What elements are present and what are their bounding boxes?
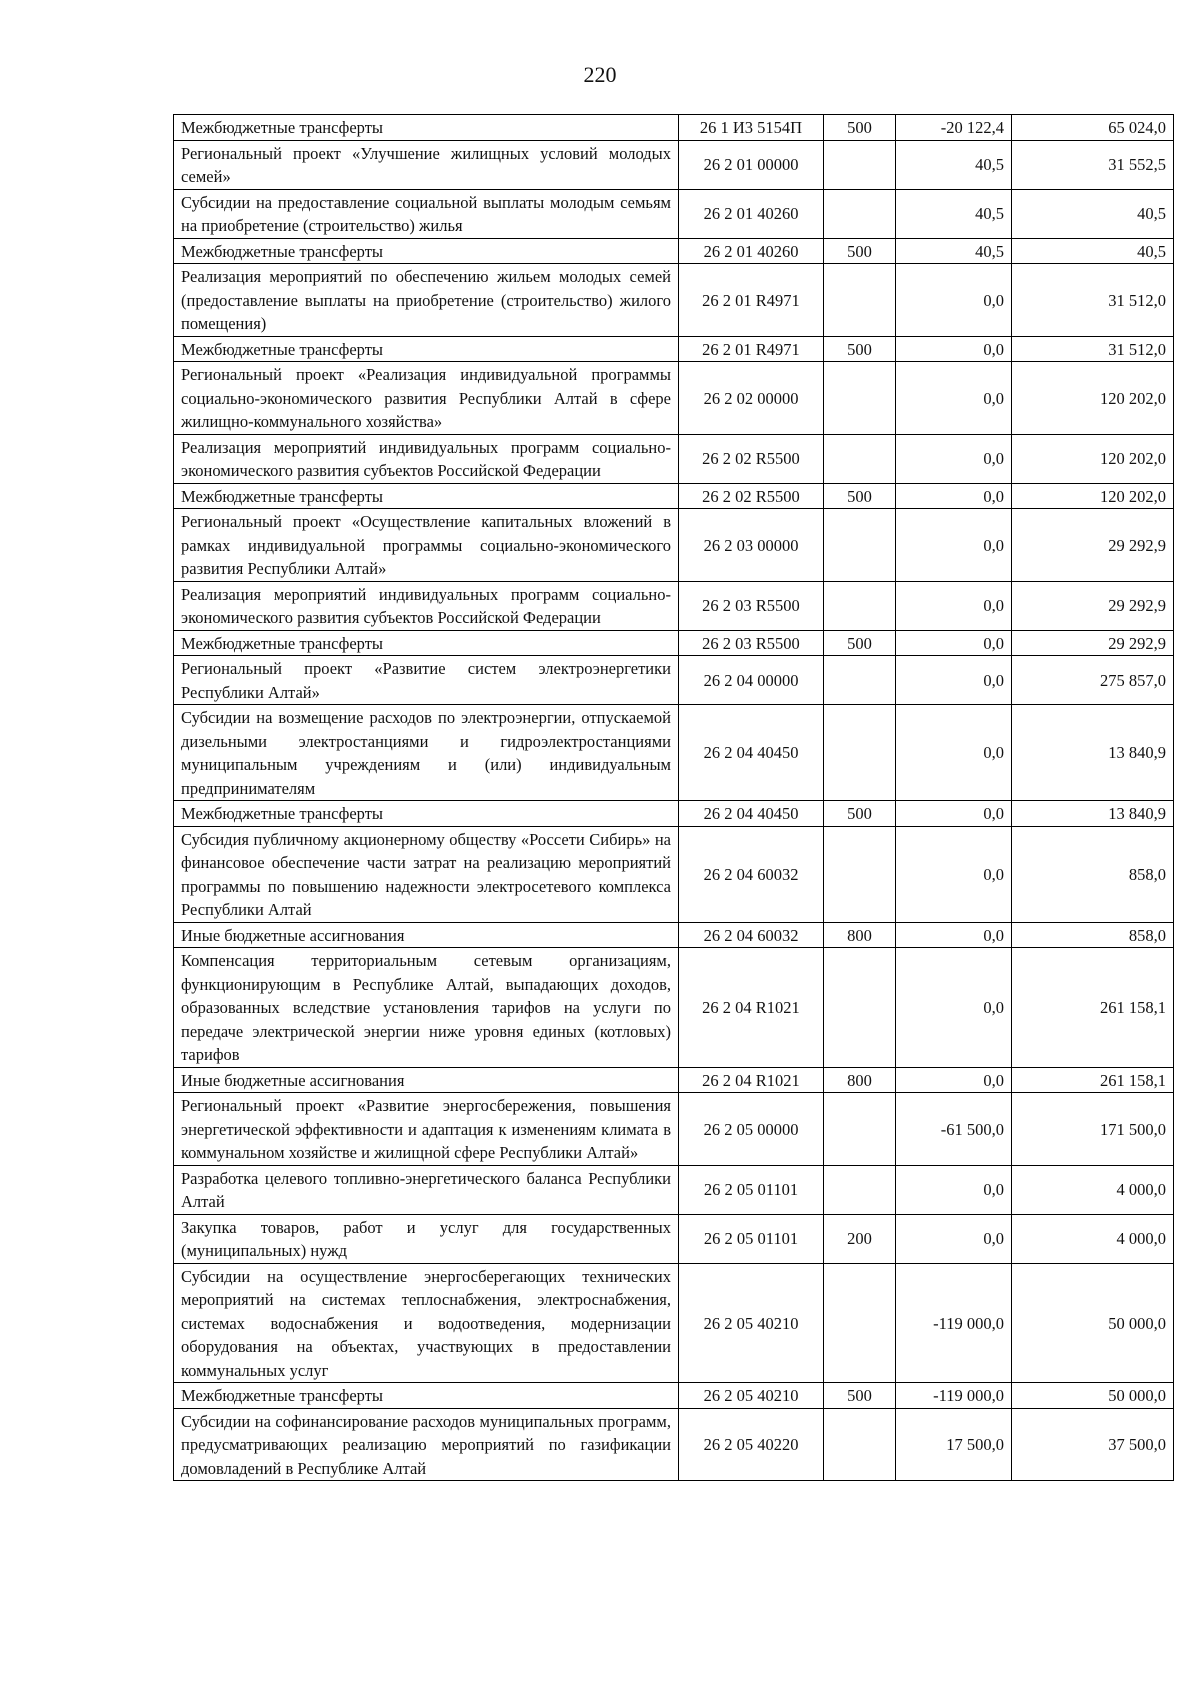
table-row (174, 656, 1174, 705)
item-name-cell: Межбюджетные трансферты (174, 238, 679, 264)
amount-total-cell: 50 000,0 (1012, 1263, 1174, 1383)
amount-total-cell: 40,5 (1012, 189, 1174, 238)
expense-type-cell (824, 509, 896, 582)
amount-change-cell: 0,0 (896, 264, 1012, 337)
table-row (174, 1067, 1174, 1093)
target-article-code-cell: 26 2 01 R4971 (679, 336, 824, 362)
expense-type-cell (824, 826, 896, 922)
table-row (174, 948, 1174, 1068)
target-article-code-cell: 26 2 04 R1021 (679, 948, 824, 1068)
amount-total-cell: 858,0 (1012, 826, 1174, 922)
expense-type-cell: 500 (824, 801, 896, 827)
expense-type-cell: 500 (824, 115, 896, 141)
amount-change-cell: -119 000,0 (896, 1383, 1012, 1409)
target-article-code-cell: 26 2 01 00000 (679, 140, 824, 189)
table-row (174, 336, 1174, 362)
table-row (174, 509, 1174, 582)
target-article-code-cell: 26 2 04 60032 (679, 826, 824, 922)
amount-total-cell: 29 292,9 (1012, 509, 1174, 582)
amount-change-cell: 0,0 (896, 509, 1012, 582)
amount-total-cell: 29 292,9 (1012, 581, 1174, 630)
table-row (174, 1165, 1174, 1214)
amount-change-cell: 0,0 (896, 434, 1012, 483)
target-article-code-cell: 26 2 03 00000 (679, 509, 824, 582)
target-article-code-cell: 26 2 05 40210 (679, 1383, 824, 1409)
amount-total-cell: 261 158,1 (1012, 1067, 1174, 1093)
item-name-cell: Реализация мероприятий индивидуальных программ социально-экономического развития субъектов Российской Федерации (174, 434, 679, 483)
amount-total-cell: 4 000,0 (1012, 1165, 1174, 1214)
target-article-code-cell: 26 2 05 40220 (679, 1408, 824, 1481)
table-row (174, 1214, 1174, 1263)
table-row (174, 630, 1174, 656)
amount-change-cell: 0,0 (896, 656, 1012, 705)
target-article-code-cell: 26 1 И3 5154П (679, 115, 824, 141)
table-row (174, 140, 1174, 189)
amount-total-cell: 120 202,0 (1012, 362, 1174, 435)
budget-table-body (174, 115, 1174, 1481)
item-name-cell: Субсидия публичному акционерному обществу «Россети Сибирь» на финансовое обеспечение части затрат на реализацию мероприятий программы по повышению надежности электросетевого комплекса Республики Алтай (174, 826, 679, 922)
amount-total-cell: 31 552,5 (1012, 140, 1174, 189)
item-name-cell: Региональный проект «Улучшение жилищных условий молодых семей» (174, 140, 679, 189)
amount-change-cell: 0,0 (896, 581, 1012, 630)
table-row (174, 1263, 1174, 1383)
amount-change-cell: 0,0 (896, 948, 1012, 1068)
table-row (174, 434, 1174, 483)
amount-total-cell: 31 512,0 (1012, 264, 1174, 337)
target-article-code-cell: 26 2 03 R5500 (679, 630, 824, 656)
item-name-cell: Межбюджетные трансферты (174, 1383, 679, 1409)
amount-total-cell: 120 202,0 (1012, 483, 1174, 509)
expense-type-cell (824, 264, 896, 337)
amount-change-cell: 40,5 (896, 189, 1012, 238)
amount-change-cell: 0,0 (896, 1067, 1012, 1093)
amount-total-cell: 858,0 (1012, 922, 1174, 948)
table-row (174, 581, 1174, 630)
item-name-cell: Субсидии на предоставление социальной выплаты молодым семьям на приобретение (строительство) жилья (174, 189, 679, 238)
amount-change-cell: 0,0 (896, 630, 1012, 656)
target-article-code-cell: 26 2 05 40210 (679, 1263, 824, 1383)
amount-change-cell: 17 500,0 (896, 1408, 1012, 1481)
amount-change-cell: 40,5 (896, 238, 1012, 264)
table-row (174, 1383, 1174, 1409)
amount-change-cell: 0,0 (896, 483, 1012, 509)
target-article-code-cell: 26 2 04 00000 (679, 656, 824, 705)
amount-change-cell: -20 122,4 (896, 115, 1012, 141)
expense-type-cell: 500 (824, 630, 896, 656)
item-name-cell: Компенсация территориальным сетевым организациям, функционирующим в Республике Алтай, выпадающих доходов, образованных вследствие установления тарифов на услуги по передаче электрической энергии ниже уровня единых (котловых) тарифов (174, 948, 679, 1068)
page-number: 220 (583, 62, 617, 87)
amount-total-cell: 37 500,0 (1012, 1408, 1174, 1481)
amount-change-cell: 0,0 (896, 801, 1012, 827)
item-name-cell: Межбюджетные трансферты (174, 336, 679, 362)
expense-type-cell (824, 1093, 896, 1166)
item-name-cell: Региональный проект «Осуществление капитальных вложений в рамках индивидуальной программы социально-экономического развития Республики Алтай» (174, 509, 679, 582)
expense-type-cell: 200 (824, 1214, 896, 1263)
target-article-code-cell: 26 2 03 R5500 (679, 581, 824, 630)
target-article-code-cell: 26 2 04 60032 (679, 922, 824, 948)
expense-type-cell (824, 434, 896, 483)
target-article-code-cell: 26 2 04 R1021 (679, 1067, 824, 1093)
expense-type-cell (824, 656, 896, 705)
amount-change-cell: 0,0 (896, 1214, 1012, 1263)
item-name-cell: Субсидии на осуществление энергосберегающих технических мероприятий на системах теплоснабжения, электроснабжения, системах водоснабжения и водоотведения, модернизации оборудования на объектах, участвующих в предоставлении коммунальных услуг (174, 1263, 679, 1383)
item-name-cell: Иные бюджетные ассигнования (174, 1067, 679, 1093)
table-row (174, 483, 1174, 509)
table-row (174, 1408, 1174, 1481)
budget-table (173, 114, 1174, 1481)
expense-type-cell (824, 948, 896, 1068)
table-row (174, 705, 1174, 801)
amount-total-cell: 50 000,0 (1012, 1383, 1174, 1409)
target-article-code-cell: 26 2 01 40260 (679, 189, 824, 238)
expense-type-cell: 800 (824, 1067, 896, 1093)
table-row (174, 1093, 1174, 1166)
table-row (174, 115, 1174, 141)
table-row (174, 362, 1174, 435)
item-name-cell: Закупка товаров, работ и услуг для государственных (муниципальных) нужд (174, 1214, 679, 1263)
expense-type-cell: 500 (824, 336, 896, 362)
amount-change-cell: 0,0 (896, 1165, 1012, 1214)
amount-total-cell: 65 024,0 (1012, 115, 1174, 141)
expense-type-cell: 500 (824, 483, 896, 509)
target-article-code-cell: 26 2 02 00000 (679, 362, 824, 435)
expense-type-cell (824, 1165, 896, 1214)
amount-change-cell: 40,5 (896, 140, 1012, 189)
item-name-cell: Межбюджетные трансферты (174, 115, 679, 141)
amount-total-cell: 29 292,9 (1012, 630, 1174, 656)
expense-type-cell: 500 (824, 1383, 896, 1409)
amount-change-cell: -61 500,0 (896, 1093, 1012, 1166)
expense-type-cell (824, 140, 896, 189)
amount-total-cell: 171 500,0 (1012, 1093, 1174, 1166)
target-article-code-cell: 26 2 01 40260 (679, 238, 824, 264)
item-name-cell: Реализация мероприятий индивидуальных программ социально-экономического развития субъектов Российской Федерации (174, 581, 679, 630)
target-article-code-cell: 26 2 04 40450 (679, 705, 824, 801)
item-name-cell: Межбюджетные трансферты (174, 483, 679, 509)
amount-total-cell: 13 840,9 (1012, 801, 1174, 827)
amount-change-cell: -119 000,0 (896, 1263, 1012, 1383)
target-article-code-cell: 26 2 02 R5500 (679, 434, 824, 483)
table-row (174, 826, 1174, 922)
item-name-cell: Реализация мероприятий по обеспечению жильем молодых семей (предоставление выплаты на приобретение (строительство) жилого помещения) (174, 264, 679, 337)
item-name-cell: Региональный проект «Реализация индивидуальной программы социально-экономического развития Республики Алтай в сфере жилищно-коммунального хозяйства» (174, 362, 679, 435)
item-name-cell: Иные бюджетные ассигнования (174, 922, 679, 948)
target-article-code-cell: 26 2 01 R4971 (679, 264, 824, 337)
amount-change-cell: 0,0 (896, 826, 1012, 922)
table-row (174, 922, 1174, 948)
target-article-code-cell: 26 2 05 01101 (679, 1214, 824, 1263)
item-name-cell: Субсидии на софинансирование расходов муниципальных программ, предусматривающих реализацию мероприятий по газификации домовладений в Республике Алтай (174, 1408, 679, 1481)
amount-change-cell: 0,0 (896, 362, 1012, 435)
target-article-code-cell: 26 2 05 01101 (679, 1165, 824, 1214)
target-article-code-cell: 26 2 04 40450 (679, 801, 824, 827)
expense-type-cell: 500 (824, 238, 896, 264)
item-name-cell: Межбюджетные трансферты (174, 630, 679, 656)
amount-change-cell: 0,0 (896, 336, 1012, 362)
amount-total-cell: 31 512,0 (1012, 336, 1174, 362)
target-article-code-cell: 26 2 02 R5500 (679, 483, 824, 509)
expense-type-cell (824, 362, 896, 435)
amount-change-cell: 0,0 (896, 705, 1012, 801)
item-name-cell: Межбюджетные трансферты (174, 801, 679, 827)
table-row (174, 189, 1174, 238)
amount-total-cell: 40,5 (1012, 238, 1174, 264)
amount-total-cell: 261 158,1 (1012, 948, 1174, 1068)
expense-type-cell (824, 705, 896, 801)
expense-type-cell: 800 (824, 922, 896, 948)
item-name-cell: Региональный проект «Развитие систем электроэнергетики Республики Алтай» (174, 656, 679, 705)
amount-total-cell: 120 202,0 (1012, 434, 1174, 483)
item-name-cell: Субсидии на возмещение расходов по электроэнергии, отпускаемой дизельными электростанциями и гидроэлектростанциями муниципальным учреждениям и (или) индивидуальным предпринимателям (174, 705, 679, 801)
item-name-cell: Разработка целевого топливно-энергетического баланса Республики Алтай (174, 1165, 679, 1214)
expense-type-cell (824, 581, 896, 630)
item-name-cell: Региональный проект «Развитие энергосбережения, повышения энергетической эффективности и адаптация к изменениям климата в коммунальном хозяйстве и жилищной сфере Республики Алтай» (174, 1093, 679, 1166)
amount-change-cell: 0,0 (896, 922, 1012, 948)
table-row (174, 801, 1174, 827)
table-row (174, 264, 1174, 337)
target-article-code-cell: 26 2 05 00000 (679, 1093, 824, 1166)
amount-total-cell: 4 000,0 (1012, 1214, 1174, 1263)
amount-total-cell: 275 857,0 (1012, 656, 1174, 705)
table-row (174, 238, 1174, 264)
expense-type-cell (824, 1408, 896, 1481)
expense-type-cell (824, 1263, 896, 1383)
amount-total-cell: 13 840,9 (1012, 705, 1174, 801)
expense-type-cell (824, 189, 896, 238)
